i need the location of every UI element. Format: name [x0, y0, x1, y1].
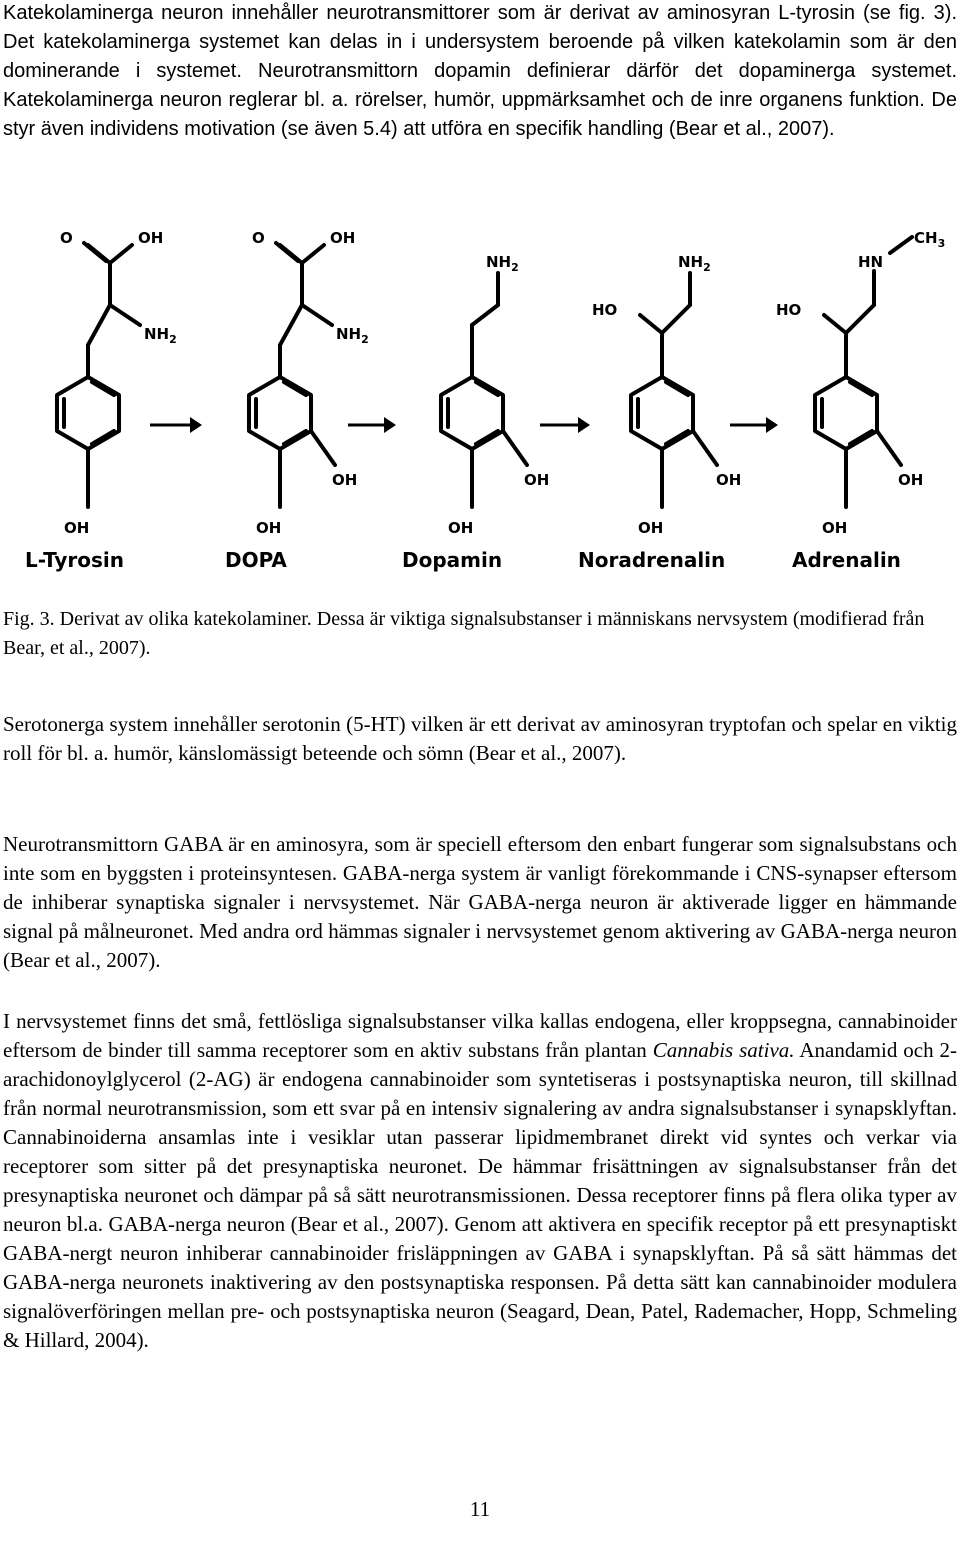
structure-diagram: [25, 215, 946, 590]
hydroxyl-label: HO: [776, 301, 802, 319]
hydroxyl-label: OH: [448, 519, 474, 537]
molecule-dopamin: [402, 253, 549, 572]
benzene-ring: [631, 377, 693, 449]
methyl-label: $CH_3$: [914, 229, 946, 250]
hydroxyl-label: OH: [638, 519, 664, 537]
molecule-dopa: [225, 229, 369, 572]
benzene-ring: [57, 377, 119, 449]
benzene-ring: [815, 377, 877, 449]
molecule-name: Noradrenalin: [578, 548, 726, 572]
amine-label: $NH_2$: [144, 325, 177, 346]
amine-label: $NH_2$: [336, 325, 369, 346]
molecule-name: DOPA: [225, 548, 287, 572]
paragraph-cannabinoids: [3, 1007, 957, 1355]
oxygen-label: O: [60, 229, 73, 247]
oxygen-label: O: [252, 229, 265, 247]
paragraph-catecholamines: Katekolaminerga neuron innehåller neurotransmittorer som är derivat av aminosyran L-tyrosin (se fig. 3). Det katekolaminerga systemet kan delas in i undersystem beroende på vilken katekolamin som är den dominerande i systemet. Neurotransmittorn dopamin definierar därför det dopaminerga systemet. Katekolaminerga neuron reglerar bl. a. rörelser, humör, uppmärksamhet och de inre organens funktion. De styr även individens motivation (se även 5.4) att utföra en specifik handling (Bear et al., 2007).: [3, 2, 957, 140]
paragraph-text: Anandamid och 2-arachidonoylglycerol (2-AG) är endogena cannabinoider som syntetiseras i postsynaptiska neuron, till skillnad från normal neurotransmission, som ett svar på en intensiv signalering av andra signalsubstanser i synapsklyftan. Cannabinoiderna ansamlas inte i vesiklar utan passerar lipidmembranet direkt vid syntes och verkar via receptorer som sitter på det presynaptiska neuronet. De hämmar frisättningen av signalsubstanser från det presynaptiska neuronet och dämpar på så sätt neurotransmissionen. Dessa receptorer finns på flera olika typer av neuron bl.a. GABA-nerga neuron (Bear et al., 2007). Genom att aktivera en specifik receptor på ett presynaptiskt GABA-nergt neuron inhiberar cannabinoider frisläppningen av GABA i synapsklyftan. På så sätt hämmas det GABA-nerga neuronets inaktivering av den postsynaptiska responsen. På detta sätt kan cannabinoider modulera signalöverföringen mellan pre- och postsynaptiska neuron (Seagard, Dean, Patel, Rademacher, Hopp, Schmeling & Hillard, 2004).: [3, 1038, 957, 1352]
species-name: Cannabis sativa.: [652, 1038, 795, 1062]
arrow-head-4: [766, 417, 778, 433]
paragraph-text: I nervsystemet finns det små, fettlösliga signalsubstanser vilka kallas endogena, eller kroppsegna, cannabinoider eftersom de binder till samma receptorer som en aktiv substans från plantan: [3, 1009, 957, 1062]
page-number: 11: [469, 1497, 491, 1521]
hydroxyl-label: OH: [256, 519, 282, 537]
figure-caption: Fig. 3. Derivat av olika katekolaminer. Dessa är viktiga signalsubstanser i människans nervsystem (modifierad från Bear, et al., 2007).: [3, 608, 925, 659]
catecholamine-figure: [25, 215, 946, 590]
amine-label: HN: [858, 253, 884, 271]
hydroxyl-label: OH: [524, 471, 550, 489]
molecule-l-tyrosin: [25, 229, 177, 572]
molecule-name: L-Tyrosin: [25, 548, 125, 572]
amine-label: $NH_2$: [486, 253, 519, 274]
benzene-ring: [441, 377, 503, 449]
hydroxyl-label: OH: [716, 471, 742, 489]
hydroxyl-label: OH: [64, 519, 90, 537]
hydroxyl-label: HO: [592, 301, 618, 319]
molecule-name: Dopamin: [402, 548, 503, 572]
benzene-ring: [249, 377, 311, 449]
paragraph-serotonin: Serotonerga system innehåller serotonin (5-HT) vilken är ett derivat av aminosyran tryptofan och spelar en viktig roll för bl. a. humör, känslomässigt beteende och sömn (Bear et al., 2007).: [3, 712, 957, 765]
molecule-noradrenalin: [578, 253, 741, 572]
hydroxyl-label: OH: [822, 519, 848, 537]
arrow-head-3: [578, 417, 590, 433]
hydroxyl-label: OH: [138, 229, 164, 247]
hydroxyl-label: OH: [330, 229, 356, 247]
hydroxyl-label: OH: [332, 471, 358, 489]
hydroxyl-label: OH: [898, 471, 924, 489]
paragraph-gaba: Neurotransmittorn GABA är en aminosyra, som är speciell eftersom den enbart fungerar som signalsubstans och inte som en byggsten i proteinsyntesen. GABA-nerga system är vanligt förekommande i CNS-synapser eftersom de inhiberar synaptiska signaler i nervsystemet. När GABA-nerga neuron är aktiverade ligger en hämmande signal på målneuronet. Med andra ord hämmas signaler i nervsystemet genom aktivering av GABA-nerga neuron (Bear et al., 2007).: [3, 832, 957, 972]
molecule-adrenalin: [776, 229, 945, 572]
arrow-head-1: [190, 417, 202, 433]
arrow-head-2: [384, 417, 396, 433]
amine-label: $NH_2$: [678, 253, 711, 274]
molecule-name: Adrenalin: [792, 548, 901, 572]
